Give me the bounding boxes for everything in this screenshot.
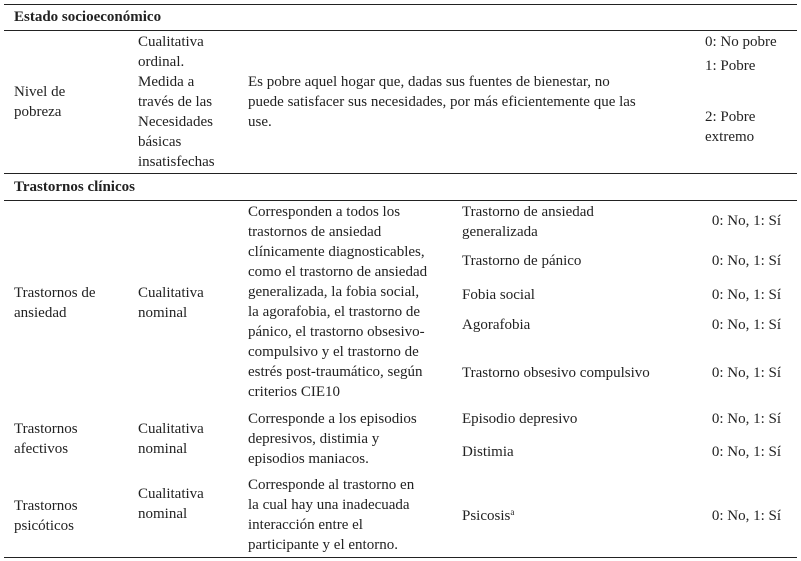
section-title: Estado socioeconómico <box>14 9 162 25</box>
variable-name: Nivel de pobreza <box>14 84 66 120</box>
item-values: 0: No, 1: Sí <box>711 253 781 269</box>
item-values: 0: No, 1: Sí <box>711 287 781 303</box>
item-name: Episodio depresivo <box>462 411 578 427</box>
section-title: Trastornos clínicos <box>14 179 135 195</box>
value-label: 1: Pobre <box>705 58 756 74</box>
item-name <box>462 506 514 526</box>
item-values: 0: No, 1: Sí <box>711 365 781 381</box>
value-label: 0: No pobre <box>705 34 777 50</box>
table-bottom-rule <box>4 557 797 558</box>
item-values: 0: No, 1: Sí <box>711 444 781 460</box>
divider <box>4 173 797 174</box>
item-name: Distimia <box>462 444 514 460</box>
item-values: 0: No, 1: Sí <box>711 411 781 427</box>
value-label: 2: Pobre extremo <box>705 109 756 145</box>
item-values: 0: No, 1: Sí <box>711 213 781 229</box>
variable-type: Cualitativa nominal <box>138 486 204 522</box>
variable-definition: Corresponde a los episodios depresivos, distimia y episodios maniacos. <box>248 411 417 467</box>
variable-name: Trastornos psicóticos <box>14 498 78 534</box>
item-name-text: Psicosis <box>462 508 511 524</box>
variable-definition: Corresponden a todos los trastornos de ansiedad clínicamente diagnosticables, como el trastorno de ansiedad generalizada, la fobia social, la agorafobia, el trastorno de pánico, el trastorno obsesivo- compulsivo y el trastorno de estrés post-traumático, según criterios CIE10 <box>248 204 428 400</box>
divider <box>4 200 797 201</box>
variable-type: Cualitativa ordinal. Medida a través de las Necesidades básicas insatisfechas <box>138 34 215 170</box>
item-name: Fobia social <box>462 287 535 303</box>
item-name: Trastorno de pánico <box>462 253 582 269</box>
variable-definition: Corresponde al trastorno en la cual hay una inadecuada interacción entre el participante y el entorno. <box>248 477 415 553</box>
item-values: 0: No, 1: Sí <box>711 508 781 524</box>
variable-name: Trastornos de ansiedad <box>14 285 96 321</box>
table-top-rule <box>4 4 797 5</box>
footnote-marker: a <box>510 507 515 517</box>
item-name: Trastorno de ansiedad generalizada <box>462 204 594 240</box>
variable-definition: Es pobre aquel hogar que, dadas sus fuentes de bienestar, no puede satisfacer sus necesidades, por más eficientemente que las use. <box>248 74 636 130</box>
item-name: Trastorno obsesivo compulsivo <box>462 365 650 381</box>
divider <box>4 30 797 31</box>
variable-type: Cualitativa nominal <box>138 421 204 457</box>
item-name: Agorafobia <box>462 317 531 333</box>
variable-name: Trastornos afectivos <box>14 421 78 457</box>
variable-type: Cualitativa nominal <box>138 285 204 321</box>
item-values: 0: No, 1: Sí <box>711 317 781 333</box>
